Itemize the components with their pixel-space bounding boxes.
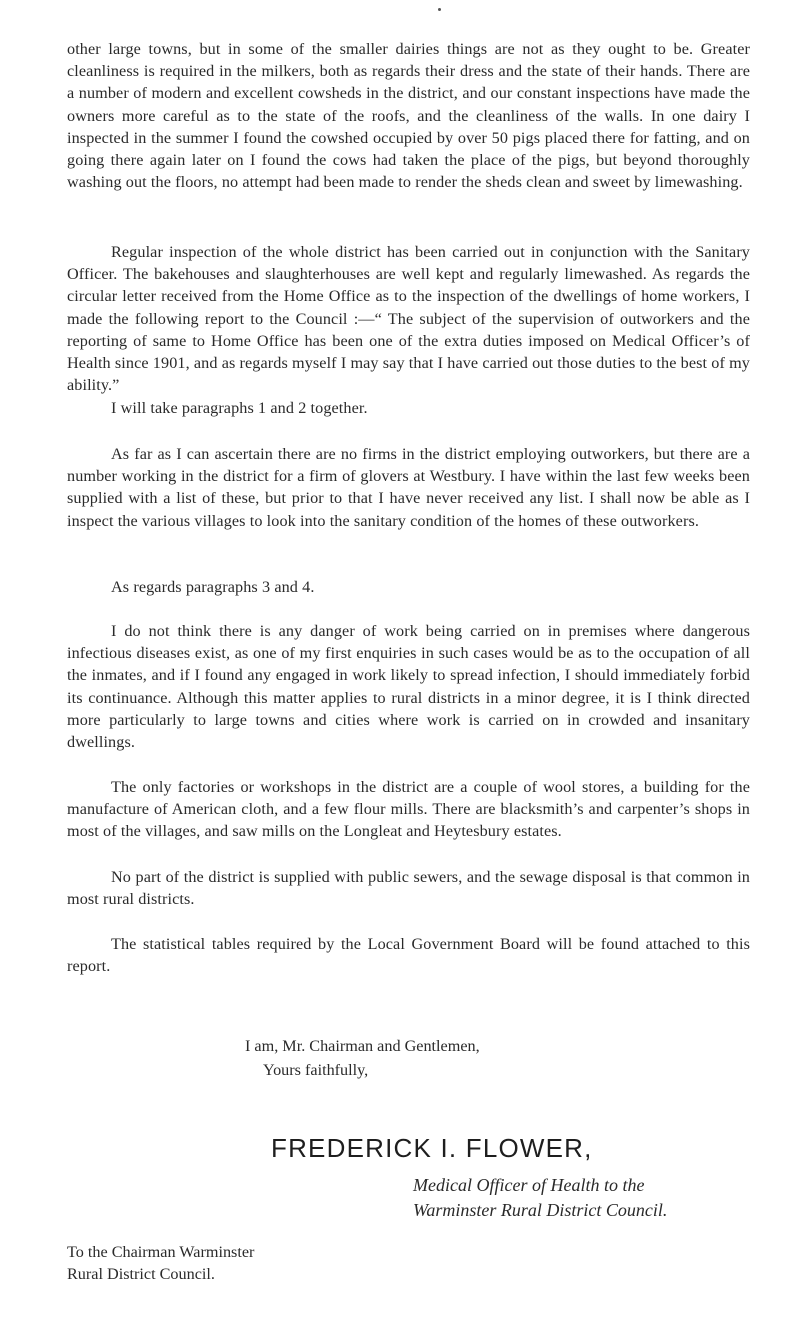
paragraph-regards-3-4: As regards paragraphs 3 and 4. — [111, 578, 315, 596]
paragraph-infectious-diseases: I do not think there is any danger of work being carried on in premises where dangerous infectious diseases exist, as one of my first enquiries in such cases would be as to the occupation of all the inmates, and if I found any engaged in work likely to spread infection, I should immediately forbid its continuance. Although this matter applies to rural districts in a minor degree, it is I think directed more particularly to large towns and cities where work is carried on in crowded and insanitary dwellings. — [67, 622, 750, 752]
paragraph-factories: The only factories or workshops in the district are a couple of wool stores, a building for the manufacture of American cloth, and a few flour mills. There are blacksmith’s and carpenter’s shops in most of the villages, and saw mills on the Longleat and Heytesbury estates. — [67, 778, 750, 841]
paragraph-dairies: other large towns, but in some of the smaller dairies things are not as they ought to be. Greater cleanliness is required in the milkers, both as regards their dress and the state of their hands. There are a number of modern and excellent cowsheds in the district, and our constant inspections have made the owners more careful as to the state of the roofs, and the cleanliness of the walls. In one dairy I inspected in the summer I found the cowshed occupied by over 50 pigs placed there for fatting, and on going there again later on I found the cows had taken the place of the pigs, but beyond thoroughly washing out the floors, no attempt had been made to render the sheds clean and sweet by limewashing. — [67, 40, 750, 192]
paragraph-take-1-2: I will take paragraphs 1 and 2 together. — [111, 399, 368, 417]
signature-title-line-1: Medical Officer of Health to the — [413, 1175, 645, 1195]
page-speck — [438, 8, 441, 11]
closing-yours-faithfully: Yours faithfully, — [263, 1061, 369, 1079]
address-line-2: Rural District Council. — [67, 1265, 215, 1283]
paragraph-inspection: Regular inspection of the whole district has been carried out in conjunction with the Sanitary Officer. The bakehouses and slaughterhouses are well kept and regularly limewashed. As regards the circular letter received from the Home Office as to the inspection of the dwellings of home workers, I made the following report to the Council :—“ The subject of the supervision of outworkers and the reporting of same to Home Office has been one of the extra duties imposed on Medical Officer’s of Health since 1901, and as regards myself I may say that I have carried out those duties to the best of my ability.” — [67, 243, 750, 395]
signature-title-line-2: Warminster Rural District Council. — [413, 1200, 668, 1220]
recipient-address — [67, 1241, 254, 1285]
paragraph-sewers: No part of the district is supplied with public sewers, and the sewage disposal is that common in most rural districts. — [67, 868, 750, 909]
address-line-1: To the Chairman Warminster — [67, 1243, 255, 1261]
signature-name: FREDERICK I. FLOWER, — [271, 1133, 593, 1163]
closing-salutation: I am, Mr. Chairman and Gentlemen, — [245, 1037, 480, 1055]
paragraph-outworkers: As far as I can ascertain there are no firms in the district employing outworkers, but there are a number working in the district for a firm of glovers at Westbury. I have within the last few weeks been supplied with a list of these, but prior to that I have never received any list. I shall now be able as I inspect the various villages to look into the sanitary condition of the homes of these outworkers. — [67, 445, 750, 530]
paragraph-statistical-tables: The statistical tables required by the Local Government Board will be found attached to this report. — [67, 935, 750, 976]
